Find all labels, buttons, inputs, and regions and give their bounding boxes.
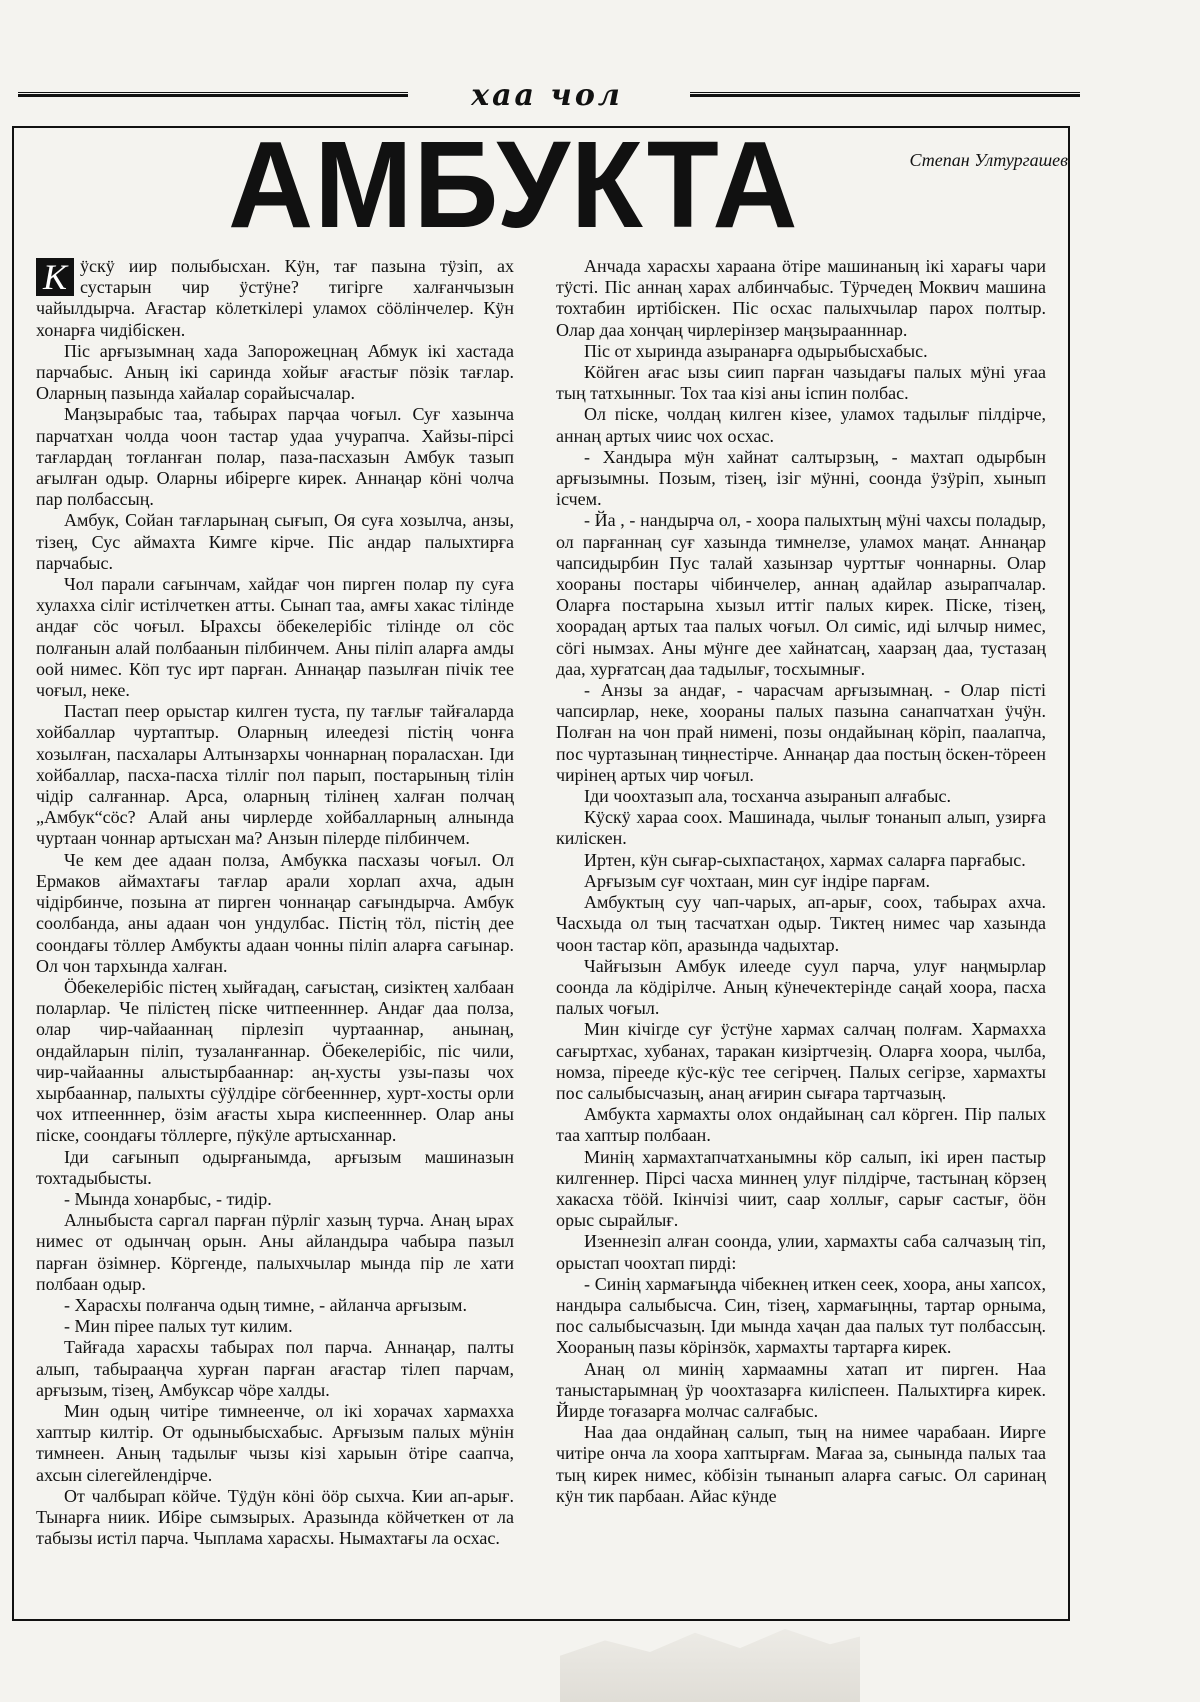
paragraph: Наа даа ондайнаң салып, тың на нимее чарабаан. Иирге читіре онча ла хоора хаптырғам. Мағаа за, сынында палых таа тың кирек нимес, кӧбізін тынанып аларға сағыс. Ол саринаң кӱн тик парбаан. Айас кӱнде [556, 1422, 1046, 1506]
paragraph: Піс арғызымнаң хада Запорожецнаң Абмук ікі хастада парчабыс. Аның ікі саринда хойығ ағастығ пӧзік тағлар. Оларның пазында хайалар сорайысчалар. [36, 340, 514, 404]
paragraph: Минің хармахтапчатханымны кӧр салып, ікі ирен пастыр килгеннер. Пірсі часха миннең улуғ пілдірче, тастынаң кӧрзең хакасха тӧӧй. Ікінчізі чиит, саар холлығ, сарығ састығ, ӧӧн орыс сырайлығ. [556, 1146, 1046, 1231]
paragraph: Анчада харасхы хараана ӧтіре машинаның ікі харағы чари тӱсті. Піс аннаң харах албинчабыс. Тӱрчедең Моквич машина тохтабин иртібіскен. Піс осхас палыхчылар парох полтыр. Олар даа хонҷаң чирлерінзер маңзыраанннар. [556, 256, 1046, 340]
dialogue-line: - Харасхы полғанча одың тимне, - айланча арғызым. [64, 1294, 467, 1315]
paragraph: Піс от хыринда азыранарға одырыбысхабыс. [584, 340, 928, 361]
dialogue-line: - Мин пірее палых тут килим. [64, 1316, 293, 1337]
paragraph: Чайғызын Амбук илееде суул парча, улуғ наңмырлар соонда ла кӧдірілче. Аның кӱнечектерінде саңай хоора, пасха палых чоғыл. [556, 955, 1046, 1019]
paragraph: Амбуктың суу чап-чарых, ап-арығ, соох, табырах ахча. Часхыда ол тың тасчатхан одыр. Тиктең нимес чар хазында чоон тастар кӧп, аразында чадыхтар. [556, 892, 1046, 955]
paragraph: Кӧйген ағас ызы сиип парған чазыдағы палых мӱні уғаа тың татхынныг. Тох таа кізі аны іспин полбас. [556, 362, 1046, 404]
paragraph: Амбук, Сойан тағларынаң сығып, Оя суға хозылча, анзы, тізең, Сус аймахта Кимге кірче. Піс андар палыхтирға парчабыс. [36, 510, 514, 573]
paragraph: Ол піске, чолдаң килген кізее, уламох тадылығ пілдірче, аннаң артых чиис чох осхас. [556, 404, 1046, 446]
paragraph [36, 256, 514, 341]
dialogue-line: - Хандыра мӱн хайнат салтырзың, - махтап одырбын арғызымны. Позым, тізең, ізіг мӱнні, соонда ӱзӱріп, хынып ісчем. [556, 446, 1046, 510]
paragraph: Іди сағынып одырғанымда, арғызым машиназын тохтадыбысты. [36, 1146, 514, 1188]
paragraph: Маңзырабыс таа, табырах парҷаа чоғыл. Суғ хазынча парчатхан чолда чоон тастар удаа учурапча. Хайзы-пірсі тағлардаң тоғланған полар, паза-пасхазын Амбук тазып ағылған одыр. Оларны ибірерге кирек. Аннаңар кӧні чолча пар полбассың. [36, 404, 514, 510]
paragraph: Амбукта хармахты олох ондайынаң сал кӧрген. Пір палых таа хаптыр полбаан. [556, 1104, 1046, 1146]
paragraph: Чол парали сағынчам, хайдағ чон пирген полар пу суға хулахха сіліг истілчеткен атты. Сынап таа, амғы хакас тілінде андағ сӧс чоғыл. Ырахсы ӧбекелерібіс тілінде ол сӧс полғанын алай полбаанын пілбинчем. Аны піліп аларға амды оой нимес. Кӧп тус ирт парған. Аннаңар пазылған пічік тее чоғыл, неке. [36, 574, 514, 701]
dialogue-line: - Йа , - нандырча ол, - хоора палыхтың мӱні чахсы поладыр, ол парғаннаң суғ хазында тимнелзе, уламох маңат. Аннаңар чапсидырбин Пус талай хазынзар чурттығ чоннарны. Олар хоораны постары чібинчелер, аннаң адайлар азырапчалар. Оларға постарына хызыл иттіг палых кирек. Піске, тізең, хоорадаң артых таа палых чоғыл. Ол симіс, иді ылчыр нимес, сӧгі нымзах. Аны мӱнге дее хайнатсаң, хаарзаң даа, тустазаң даа, хурғатсаң даа тадылығ, тосхымнығ. [556, 510, 1046, 679]
article-title: АМБУКТА [228, 115, 799, 255]
paragraph: Пастап пеер орыстар килген туста, пу тағлығ тайғаларда хойбаллар чуртаптыр. Оларның илеедезі пістің чонға хозылған, пасхалары Алтынзархы чоннарнаң пораласхан. Іди хойбаллар, пасха-пасха тілліг пол парып, постарының тілін чідір салғаннар. Арса, оларның тілінең халған полчаң „Амбук“сӧс? Алай аны чирлерде хойбалларның алнында чуртаан чоннар артысхан ма? Анзын пілерде пілбинчем. [36, 701, 514, 849]
paper-tear-mark [560, 1625, 860, 1702]
paragraph: Алныбыста саргал парған пӱрліг хазың турча. Анаң ырах нимес от одынчаң орын. Аны айландыра чабыра пазыл парған ӧзімнер. Кӧргенде, палыхчылар мында пір ле хати полбаан одыр. [36, 1210, 514, 1294]
article-column-left [36, 256, 514, 1549]
drop-cap: К [36, 258, 74, 296]
paragraph: Анаң ол минің хармаамны хатап ит пирген. Наа таныстарымнаң ӱр чоохтазарға киліспеен. Палыхтирға кирек. Йирде тоғазарға молчас салғабыс. [556, 1358, 1046, 1421]
paragraph: От чалбырап кӧйче. Тӱдӱн кӧні ӧӧр сыхча. Кии ап-арығ. Тынарға ниик. Ибіре сымзырых. Аразында кӧйчеткен от ла табызы истіл парча. Чыплама харасхы. Нымахтағы ла осхас. [36, 1485, 514, 1549]
rubric-rule-right [690, 92, 1080, 97]
paragraph: Мин одың читіре тимнеенче, ол ікі хорачах хармахха хаптыр килтір. От одыныбысхабыс. Арғызым палых мӱнін тимнеен. Аның тадылығ чызы кізі харыын ӧтіре саапча, ахсын сілегейлендірче. [36, 1400, 514, 1485]
paragraph: Че кем дее адаан полза, Амбукка пасхазы чоғыл. Ол Ермаков аймахтағы тағлар арали хорлап ахча, адын чідірбинче, позына ат пирген чоннаңар сағындырча. Амбук соолбанда, аны адаан чон ундулбас. Пістің тӧл, пістің дее соондағы тӧллер Амбукты адаан чонны піліп аларға сағынар. Ол чон тархында халған. [36, 849, 514, 976]
paragraph: Тайғада харасхы табырах пол парча. Аннаңар, палты алып, табырааңча хурған парған ағастар тілеп парчам, арғызым, тізең, Амбуксар чӧре халды. [36, 1337, 514, 1400]
paragraph: Арғызым суғ чохтаан, мин суғ індіре парғам. [584, 870, 931, 891]
paragraph: Ӧбекелерібіс пістең хыйғадаң, сағыстаң, сизіктең халбаан поларлар. Че пілістең піске читпеенннер. Андағ даа полза, олар чир-чайааннаң пірлезіп чуртааннар, анынаң, ондайларын піліп, тузаланғаннар. Ӧбекелерібіс, піс чили, чир-чайаанны алыстырбааннар: аң-хусты узы-пазы чох хырбааннар, палыхты сӱӱлдіре сӧгбеенннер, хурт-хосты орли чох итпеенннер, ӧзім ағасты хыра киспеенннер. Олар аны піске, соондағы тӧллерге, пӱкӱле артысханнар. [36, 976, 514, 1146]
rubric-title: хаа чол [471, 78, 623, 113]
dialogue-line: - Синің хармағыңда чібекнең иткен сеек, хоора, аны хапсох, нандыра салыбысча. Син, тізең, хармағыңны, тартар орныма, пос салыбысчазың. Іди мында хаҷан даа палых тут полбассың. Хоораның пазы кӧрінзӧк, хармахты тартарға кирек. [556, 1273, 1046, 1358]
rubric-rule-left [18, 92, 408, 97]
dialogue-line: - Анзы за андағ, - чарасчам арғызымнаң. - Олар пісті чапсирлар, неке, хоораны палых пазына санапчатхан ӱчӱн. Полған на чон прай нимені, позы ондайынаң кӧріп, паалапча, пос чуртазынаң тиңнестірче. Аннаңар даа постың ӧскен-тӧреен чирінең артых чир чоғыл. [556, 680, 1046, 785]
article-column-right [556, 256, 1046, 1507]
article-author: Степан Ултургашев [909, 150, 1068, 170]
paragraph: Кӱскӱ хараа соох. Машинада, чылығ тонанып алып, узирға киліскен. [556, 807, 1046, 849]
rubric-header [18, 78, 1080, 113]
paragraph: Іди чоохтазып ала, тосханча азыранып алғабыс. [584, 786, 952, 807]
paragraph: Иртен, кӱн сығар-сыхпастаңох, хармах саларға парғабыс. [584, 849, 1026, 870]
dialogue-line: - Мында хонарбыс, - тидір. [64, 1188, 272, 1209]
paragraph-text: ӱскӱ иир полыбысхан. Кӱн, тағ пазына тӱзіп, ах сустарын чир ӱстӱне? тигірге халғанчызын чайылдырча. Ағастар кӧлеткілері уламох сӧӧлінчелер. Кӱн хонарға чидібіскен. [36, 256, 514, 340]
paragraph: Изеннезіп алған соонда, улии, хармахты саба салчазың тіп, орыстап чоохтап пирді: [556, 1231, 1046, 1273]
paragraph: Мин кічігде суғ ӱстӱне хармах салчаң полғам. Хармахха сағыртхас, хубанах, таракан кизіртчезің. Оларға хоора, чылба, номза, піреeде кӱс-кӱс тее сегірчең. Палых сегірзе, хармахты пос салыбысчазың, анаң ағирин сығара тартчазың. [556, 1019, 1046, 1103]
